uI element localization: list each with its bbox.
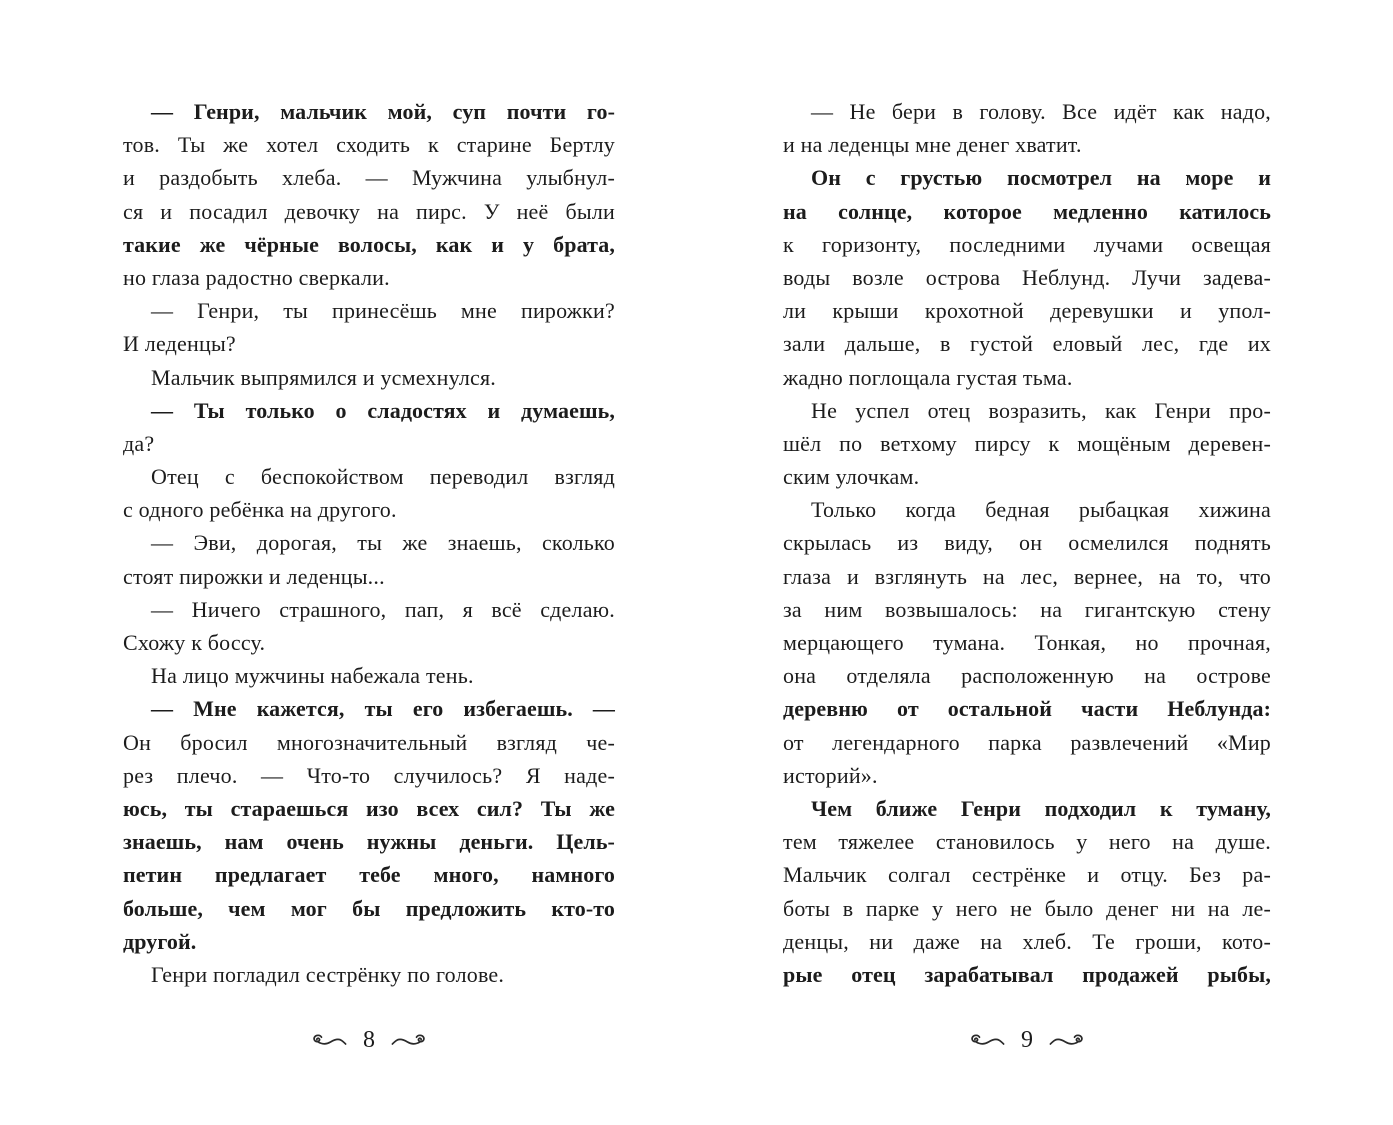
text-line: — Ничего страшного, пап, я всё сделаю. [151, 596, 615, 622]
text-line: — Эви, дорогая, ты же знаешь, сколько [151, 530, 615, 556]
text-line: ли крыши крохотной деревушки и упол- [783, 298, 1271, 324]
text-line: стоят пирожки и леденцы... [123, 563, 385, 589]
text-line: тем тяжелее становилось у него на душе. [783, 829, 1271, 855]
page-number: 9 [1021, 1027, 1033, 1053]
text-line: за ним возвышалось: на гигантскую стену [783, 596, 1271, 622]
text-line: — Мне кажется, ты его избегаешь. — [151, 696, 615, 722]
text-line: она отделяла расположенную на острове [783, 663, 1271, 689]
page-right [783, 0, 1271, 1125]
text-line: Отец с беспокойством переводил взгляд [151, 464, 615, 490]
flourish-left-icon [310, 1032, 348, 1048]
text-line: историй». [783, 762, 878, 788]
page-footer-left [123, 1022, 615, 1058]
text-line: скрылась из виду, он осмелился поднять [783, 530, 1271, 556]
page-text-left [123, 95, 615, 991]
text-line: больше, чем мог бы предложить кто-то [123, 895, 615, 921]
text-line: Не успел отец возразить, как Генри про- [811, 397, 1271, 423]
text-line: На лицо мужчины набежала тень. [151, 663, 474, 689]
text-line: такие же чёрные волосы, как и у брата, [123, 231, 615, 257]
text-line: другой. [123, 928, 197, 954]
text-line: И леденцы? [123, 331, 236, 357]
text-line: тов. Ты же хотел сходить к старине Бертлу [123, 132, 615, 158]
flourish-right-icon [390, 1032, 428, 1048]
text-line: ским улочкам. [783, 464, 920, 490]
text-line: Он бросил многозначительный взгляд че- [123, 729, 615, 755]
text-line: Он с грустью посмотрел на море и [811, 165, 1271, 191]
page-left [123, 0, 615, 1125]
text-line: Мальчик солгал сестрёнке и отцу. Без ра- [783, 862, 1271, 888]
text-line: — Не бери в голову. Все идёт как надо, [811, 99, 1271, 124]
text-line: воды возле острова Неблунд. Лучи задева- [783, 264, 1271, 290]
text-line: — Ты только о сладостях и думаешь, [151, 397, 615, 423]
text-line: деревню от остальной части Неблунда: [783, 696, 1271, 722]
text-line: рые отец зарабатывал продажей рыбы, [783, 961, 1271, 987]
text-line: глаза и взглянуть на лес, вернее, на то, что [783, 563, 1271, 589]
text-line: от легендарного парка развлечений «Мир [783, 729, 1271, 755]
text-line: Чем ближе Генри подходил к туману, [811, 795, 1271, 821]
text-line: шёл по ветхому пирсу к мощёным деревен- [783, 430, 1271, 456]
text-line: Схожу к боссу. [123, 630, 266, 655]
text-line: и на леденцы мне денег хватит. [783, 132, 1082, 158]
flourish-left-icon [968, 1032, 1006, 1048]
page-text-right [783, 95, 1271, 991]
text-line: и раздобыть хлеба. — Мужчина улыбнул- [123, 165, 615, 191]
text-line: на солнце, которое медленно катилось [783, 198, 1271, 224]
text-line: да? [123, 430, 155, 456]
text-line: — Генри, мальчик мой, суп почти го- [151, 99, 615, 124]
text-line: мерцающего тумана. Тонкая, но прочная, [783, 630, 1271, 655]
text-line: зали дальше, в густой еловый лес, где их [783, 331, 1271, 357]
text-line: но глаза радостно сверкали. [123, 264, 390, 290]
text-line: жадно поглощала густая тьма. [783, 364, 1073, 390]
text-line: Только когда бедная рыбацкая хижина [811, 497, 1271, 523]
text-line: знаешь, нам очень нужны деньги. Цель- [123, 829, 615, 855]
text-line: с одного ребёнка на другого. [123, 497, 397, 523]
text-line: рез плечо. — Что-то случилось? Я наде- [123, 762, 615, 788]
flourish-right-icon [1048, 1032, 1086, 1048]
text-line: боты в парке у него не было денег ни на ле- [783, 895, 1271, 921]
text-line: денцы, ни даже на хлеб. Те гроши, кото- [783, 928, 1271, 954]
text-line: к горизонту, последними лучами освещая [783, 231, 1271, 257]
text-line: петин предлагает тебе много, намного [123, 862, 615, 888]
page-footer-right [783, 1022, 1271, 1058]
text-line: — Генри, ты принесёшь мне пирожки? [151, 298, 615, 324]
page-number: 8 [363, 1027, 375, 1053]
text-line: Мальчик выпрямился и усмехнулся. [151, 364, 497, 390]
text-line: Генри погладил сестрёнку по голове. [151, 961, 505, 987]
text-line: ся и посадил девочку на пирс. У неё были [123, 198, 615, 224]
text-line: юсь, ты стараешься изо всех сил? Ты же [123, 795, 615, 821]
